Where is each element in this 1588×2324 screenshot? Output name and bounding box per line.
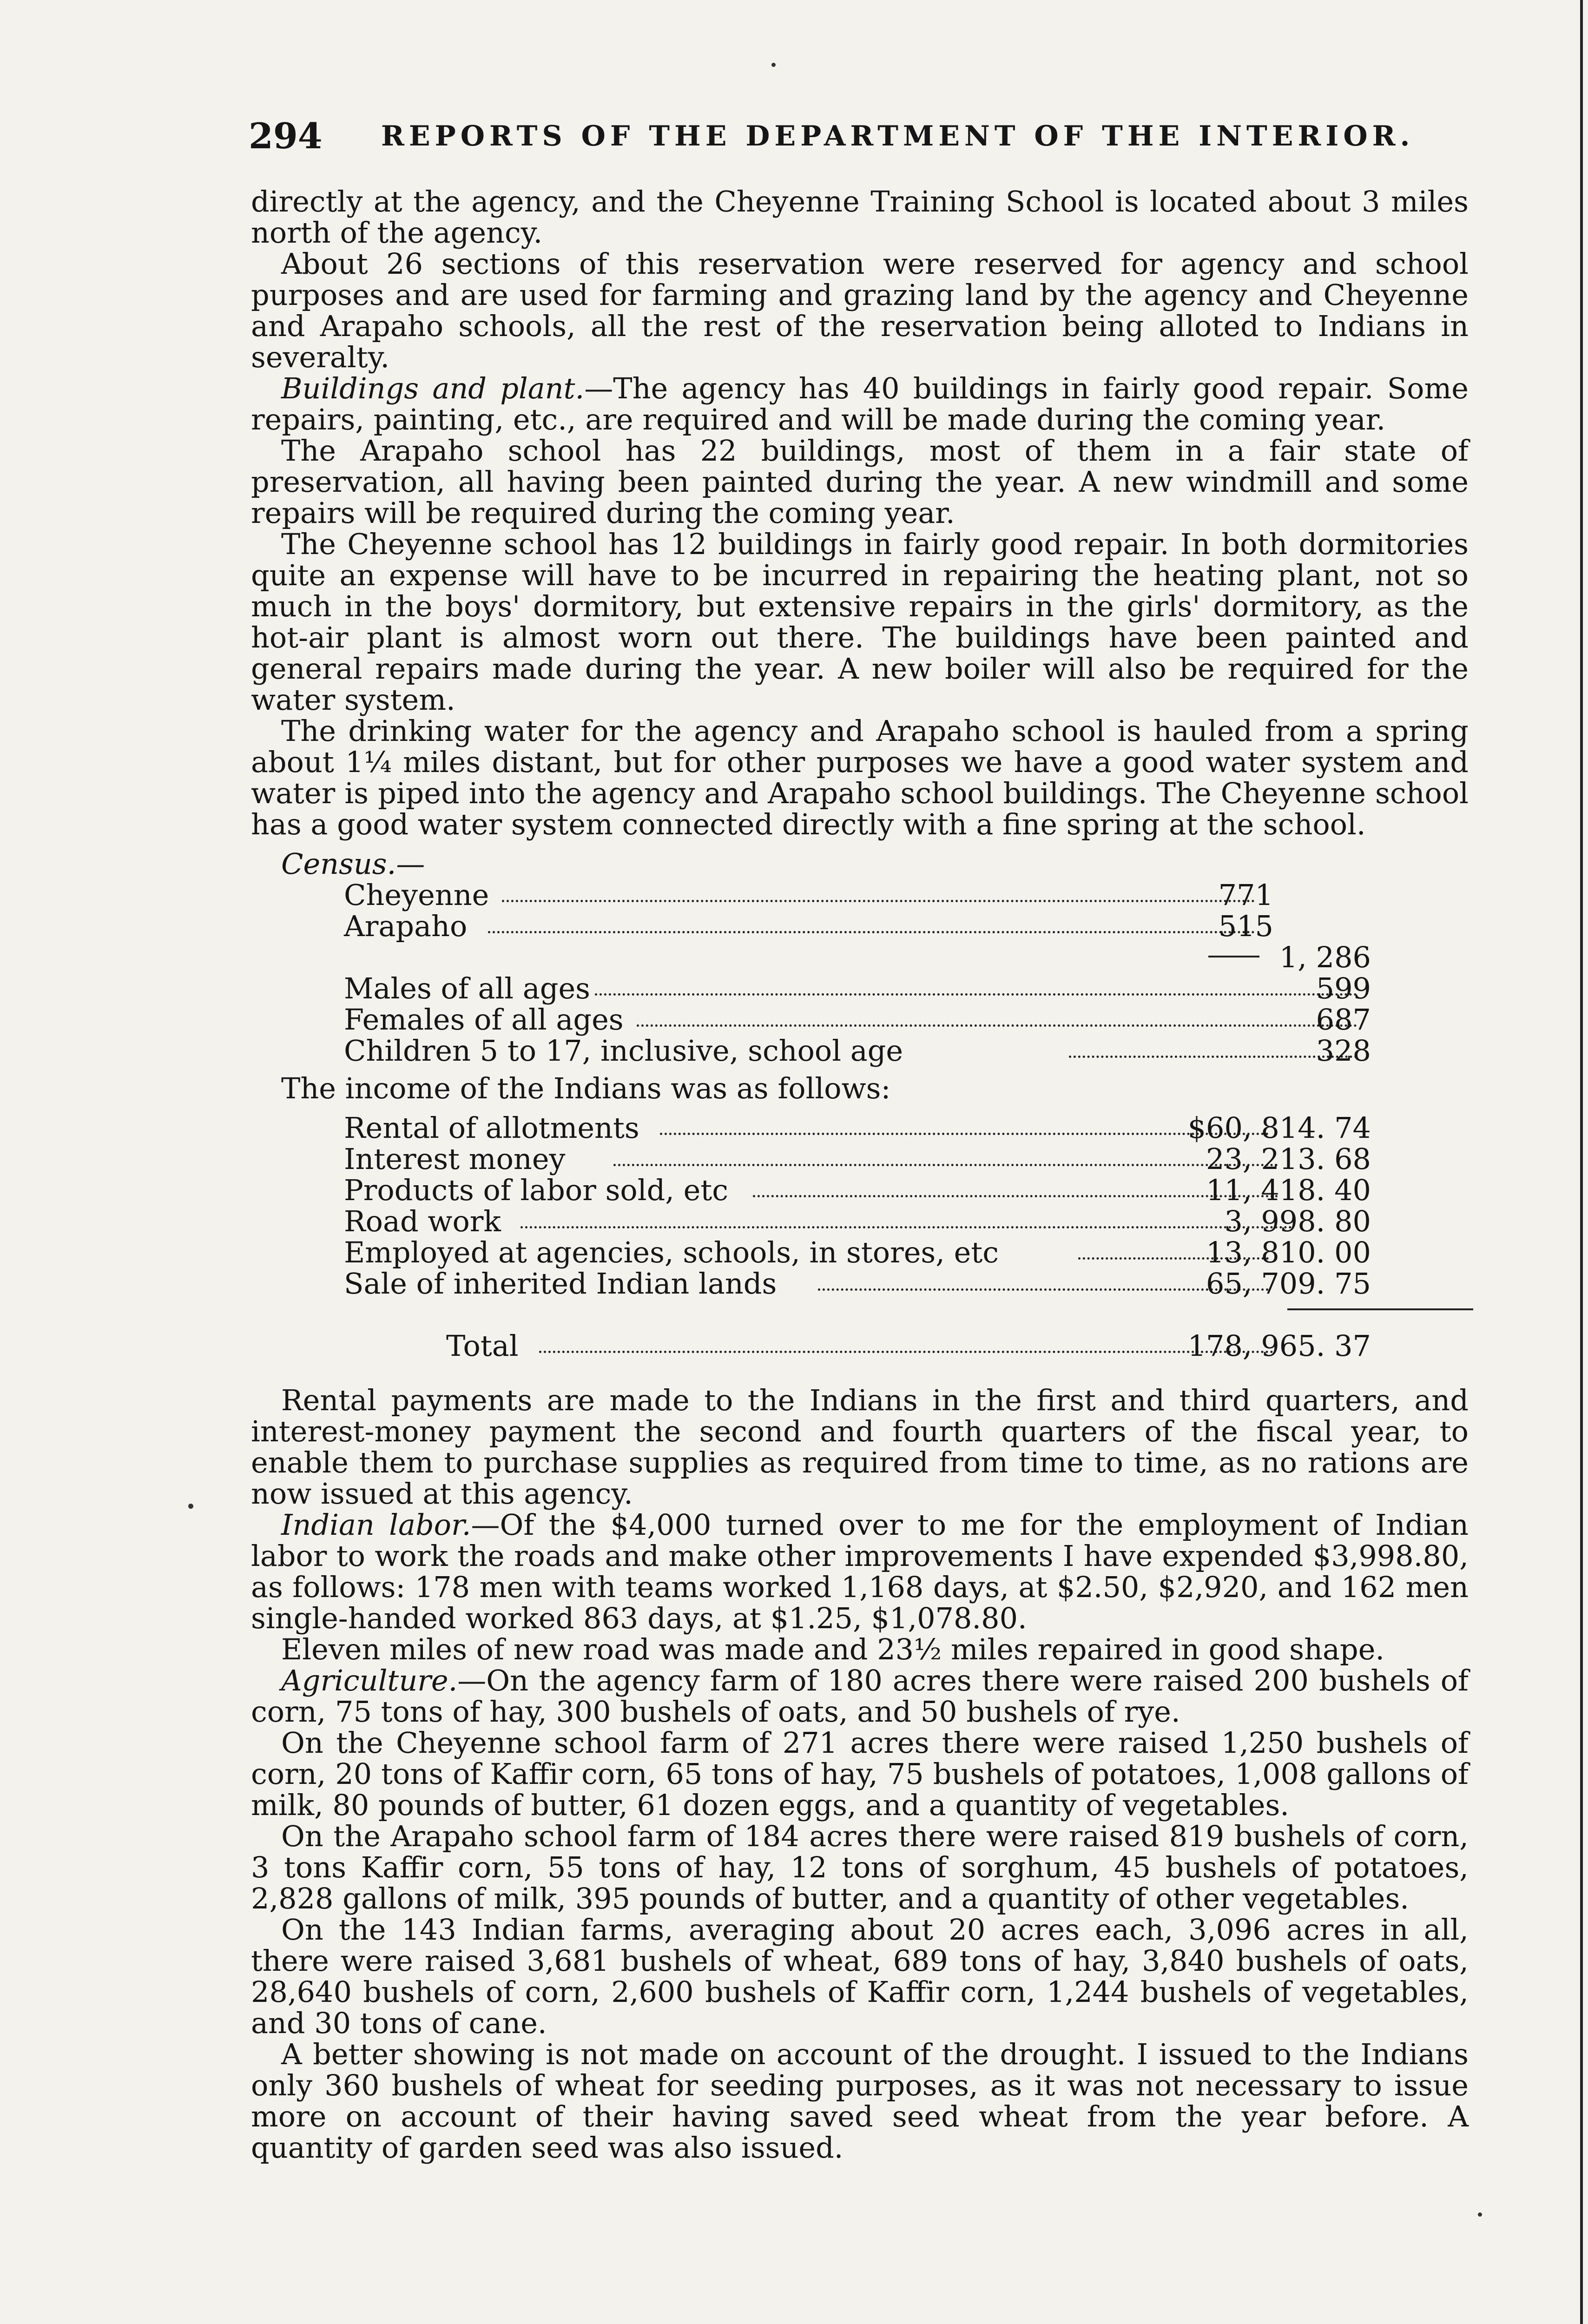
row-value: 65, 709. 75 (1206, 1267, 1371, 1301)
income-row (251, 1206, 1469, 1237)
paragraph: On the Arapaho school farm of 184 acres there were raised 819 bushels of corn, 3 tons Kaffir corn, 55 tons of hay, 12 tons of sorghum, 45 bushels of potatoes, 2,828 gallons of milk, 395 pounds of butter, and a quantity of other vegetables. (251, 1819, 1469, 1915)
census-table (251, 879, 1469, 1066)
paragraph: Eleven miles of new road was made and 23½ miles repaired in good shape. (281, 1632, 1385, 1666)
row-label: Females of all ages (344, 1003, 624, 1037)
paragraph: The Arapaho school has 22 buildings, most of them in a fair state of preservation, all having been painted during the year. A new windmill and some repairs will be required during the coming year. (251, 434, 1469, 530)
income-row (251, 1112, 1469, 1143)
leader-dots (818, 1288, 1269, 1291)
leader-dots (488, 931, 1255, 933)
row-label: Males of all ages (344, 971, 590, 1005)
census-row (251, 911, 1469, 942)
scan-speck (188, 1504, 193, 1509)
leader-dots (1069, 1056, 1357, 1058)
section-lead: Agriculture. (281, 1664, 458, 1697)
income-table (251, 1112, 1469, 1361)
row-label: Products of labor sold, etc (344, 1173, 729, 1207)
row-label: Interest money (344, 1142, 566, 1176)
row-value: 771 (1218, 878, 1273, 912)
paragraph (251, 1509, 1469, 1634)
leader-dots (502, 900, 1255, 902)
paragraph: A better showing is not made on account of the drought. I issued to the Indians only 360 bushels of wheat for seeding purposes, as it was not necessary to issue more on account of their having saved seed wheat from the year before. A quantity of garden seed was also issued. (251, 2037, 1469, 2165)
leader-dots (539, 1351, 1273, 1353)
total-dash (1208, 956, 1259, 957)
paragraph: directly at the agency, and the Cheyenne Training School is located about 3 miles north of the agency. (251, 185, 1469, 250)
body-text (251, 186, 1469, 2163)
paragraph: The drinking water for the agency and Arapaho school is hauled from a spring about 1¼ miles distant, but for other purposes we have a good water system and water is piped into the agency and Arapaho school buildings. The Cheyenne school has a good water system connected directly with a fine spring at the school. (251, 714, 1469, 841)
census-heading: Census.— (281, 847, 425, 881)
row-value: 687 (1316, 1003, 1371, 1037)
total-rule (1287, 1308, 1473, 1310)
income-heading: The income of the Indians was as follows: (281, 1071, 891, 1105)
income-row (251, 1268, 1469, 1299)
paragraph-text: —The agency has 40 buildings in fairly good repair. Some repairs, painting, etc., are required and will be made during the coming year. (251, 371, 1469, 436)
leader-dots (521, 1226, 1292, 1228)
leader-dots (637, 1024, 1357, 1027)
income-row (251, 1143, 1469, 1175)
census-row (251, 1035, 1469, 1066)
scan-speck (1478, 2212, 1482, 2217)
row-label: Employed at agencies, schools, in stores, etc (344, 1235, 999, 1269)
row-label: Sale of inherited Indian lands (344, 1267, 777, 1301)
paragraph: Rental payments are made to the Indians in the first and third quarters, and interest-money payment the second and fourth quarters of the fiscal year, to enable them to purchase supplies as required from time to time, as no rations are now issued at this agency. (251, 1383, 1469, 1511)
income-row (251, 1237, 1469, 1268)
row-label: Road work (344, 1204, 501, 1238)
paragraph (251, 373, 1469, 435)
total-value: 178, 965. 37 (1187, 1329, 1371, 1363)
row-value: 328 (1316, 1034, 1371, 1068)
leader-dots (660, 1133, 1269, 1135)
paragraph: On the 143 Indian farms, averaging about 20 acres each, 3,096 acres in all, there were raised 3,681 bushels of wheat, 689 tons of hay, 3,840 bushels of oats, 28,640 bushels of corn, 2,600 bushels of Kaffir corn, 1,244 bushels of vegetables, and 30 tons of cane. (251, 1913, 1469, 2040)
row-value: 23, 213. 68 (1206, 1142, 1371, 1176)
row-value: 11, 418. 40 (1206, 1173, 1371, 1207)
paragraph-text: —On the agency farm of 180 acres there were raised 200 bushels of corn, 75 tons of hay, 300 bushels of oats, and 50 bushels of rye. (251, 1664, 1469, 1729)
leader-dots (595, 993, 1357, 996)
leader-dots (613, 1164, 1278, 1166)
census-row (251, 973, 1469, 1004)
section-lead: Buildings and plant. (281, 371, 585, 405)
row-value: 599 (1316, 971, 1371, 1005)
income-row (251, 1175, 1469, 1206)
page-number: 294 (249, 115, 323, 157)
census-row (251, 879, 1469, 911)
paragraph: About 26 sections of this reservation were reserved for agency and school purposes and are used for farming and grazing land by the agency and Cheyenne and Arapaho schools, all the rest of the reservation being alloted to Indians in severalty. (251, 247, 1469, 374)
section-lead: Indian labor. (281, 1508, 471, 1542)
paragraph-text: —Of the $4,000 turned over to me for the employment of Indian labor to work the roads and make other improvements I have expended $3,998.80, as follows: 178 men with teams worked 1,168 days, at $2.50, $2,920, and 162 men single-handed worked 863 days, at $1.25, $1,078.80. (251, 1508, 1469, 1635)
row-value: 515 (1218, 909, 1273, 943)
census-total-row (251, 942, 1469, 973)
scan-border (1580, 0, 1583, 2324)
row-value: 3, 998. 80 (1224, 1204, 1371, 1238)
row-label: Arapaho (344, 909, 468, 943)
leader-dots (753, 1195, 1278, 1197)
row-value: 13, 810. 00 (1206, 1235, 1371, 1269)
paragraph (251, 1665, 1469, 1727)
scan-speck (771, 63, 776, 67)
paragraph: On the Cheyenne school farm of 271 acres there were raised 1,250 bushels of corn, 20 tons of Kaffir corn, 65 tons of hay, 75 bushels of potatoes, 1,008 gallons of milk, 80 pounds of butter, 61 dozen eggs, and a quantity of vegetables. (251, 1726, 1469, 1822)
paragraph: The Cheyenne school has 12 buildings in fairly good repair. In both dormitories quite an expense will have to be incurred in repairing the heating plant, not so much in the boys' dormitory, but extensive repairs in the girls' dormitory, as the hot-air plant is almost worn out there. The buildings have been painted and general repairs made during the year. A new boiler will also be required for the water system. (251, 527, 1469, 717)
census-total: 1, 286 (1279, 940, 1371, 974)
row-label: Rental of allotments (344, 1111, 639, 1145)
spacer (251, 1361, 1469, 1385)
row-label: Cheyenne (344, 878, 489, 912)
page-header (249, 115, 1466, 166)
income-total-row (251, 1330, 1469, 1361)
row-value: $60, 814. 74 (1187, 1111, 1371, 1145)
income-total-rule-row (251, 1299, 1469, 1330)
row-label: Children 5 to 17, inclusive, school age (344, 1034, 903, 1068)
census-row (251, 1004, 1469, 1035)
total-label: Total (446, 1329, 519, 1363)
running-title: REPORTS OF THE DEPARTMENT OF THE INTERIOR. (381, 120, 1415, 152)
